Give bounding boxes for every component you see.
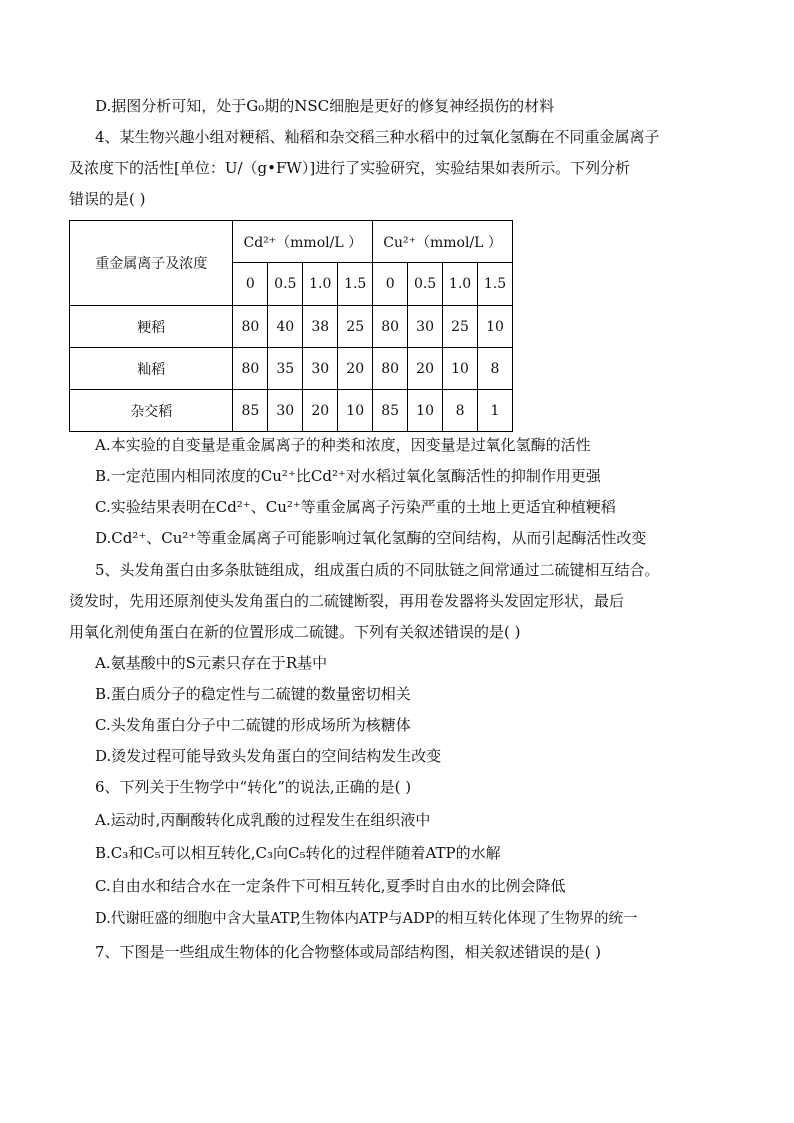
table-row <box>70 306 513 348</box>
q6-option-a: A.运动时,丙酮酸转化成乳酸的过程发生在组织液中 <box>95 811 431 829</box>
table-cell: 10 <box>478 306 513 348</box>
table-cell: 80 <box>233 348 268 390</box>
q4-option-c: C.实验结果表明在Cd²⁺、Cu²⁺等重金属离子污染严重的土地上更适宜种植粳稻 <box>95 498 616 516</box>
table-cell: 8 <box>443 390 478 432</box>
q4-option-d: D.Cd²⁺、Cu²⁺等重金属离子可能影响过氧化氢酶的空间结构，从而引起酶活性改变 <box>95 529 647 547</box>
table-cell: 20 <box>408 348 443 390</box>
q6-stem: 6、下列关于生物学中“转化”的说法,正确的是( ) <box>95 778 412 796</box>
q7-stem: 7、下图是一些组成生物体的化合物整体或局部结构图，相关叙述错误的是( ) <box>95 943 602 961</box>
table-cell: 40 <box>268 306 303 348</box>
table-cell: 10 <box>443 348 478 390</box>
q6-option-c: C.自由水和结合水在一定条件下可相互转化,夏季时自由水的比例会降低 <box>95 877 566 895</box>
q5-stem-line2: 烫发时，先用还原剂使头发角蛋白的二硫键断裂，再用卷发器将头发固定形状，最后 <box>69 592 625 610</box>
q4-option-a: A.本实验的自变量是重金属离子的种类和浓度，因变量是过氧化氢酶的活性 <box>95 436 591 454</box>
row-label: 杂交稻 <box>70 390 233 432</box>
q4-stem-line3: 错误的是( ) <box>69 190 146 208</box>
table-cell: 80 <box>233 306 268 348</box>
q3-option-d: D.据图分析可知，处于G₀期的NSC细胞是更好的修复神经损伤的材料 <box>95 97 555 115</box>
table-cell: 30 <box>303 348 338 390</box>
q5-stem-line3: 用氧化剂使角蛋白在新的位置形成二硫键。下列有关叙述错误的是( ) <box>69 623 521 641</box>
row-label: 粳稻 <box>70 306 233 348</box>
conc-header: 1.0 <box>443 263 478 306</box>
table-row <box>70 348 513 390</box>
table-cell: 20 <box>338 348 373 390</box>
q6-option-d: D.代谢旺盛的细胞中含大量ATP,生物体内ATP与ADP的相互转化体现了生物界的统一 <box>95 911 638 927</box>
q4-stem-line2: 及浓度下的活性[单位：U/（g•FW）]进行了实验研究，实验结果如表所示。下列分析 <box>69 159 631 177</box>
table-cell: 20 <box>303 390 338 432</box>
conc-header: 0 <box>233 263 268 306</box>
table-cell: 25 <box>338 306 373 348</box>
q4-option-b: B.一定范围内相同浓度的Cu²⁺比Cd²⁺对水稻过氧化氢酶活性的抑制作用更强 <box>95 467 601 485</box>
table-cell: 35 <box>268 348 303 390</box>
q6-option-b: B.C₃和C₅可以相互转化,C₃向C₅转化的过程伴随着ATP的水解 <box>95 844 501 862</box>
q4-stem-line1: 4、某生物兴趣小组对粳稻、籼稻和杂交稻三种水稻中的过氧化氢酶在不同重金属离子 <box>95 128 660 146</box>
table-cell: 25 <box>443 306 478 348</box>
table-cell: 80 <box>373 306 408 348</box>
table-cell: 1 <box>478 390 513 432</box>
table-cell: 85 <box>373 390 408 432</box>
table-cell: 30 <box>268 390 303 432</box>
table-cell: 8 <box>478 348 513 390</box>
q5-option-b: B.蛋白质分子的稳定性与二硫键的数量密切相关 <box>95 685 411 703</box>
table-corner-header: 重金属离子及浓度 <box>70 221 233 306</box>
table-cell: 80 <box>373 348 408 390</box>
group-header-cu: Cu²⁺（mmol/L ） <box>373 221 513 263</box>
q5-stem-line1: 5、头发角蛋白由多条肽链组成，组成蛋白质的不同肽链之间常通过二硫键相互结合。 <box>95 561 660 579</box>
group-header-cd: Cd²⁺（mmol/L ） <box>233 221 373 263</box>
conc-header: 0 <box>373 263 408 306</box>
q5-option-c: C.头发角蛋白分子中二硫键的形成场所为核糖体 <box>95 716 411 734</box>
conc-header: 1.5 <box>478 263 513 306</box>
conc-header: 1.0 <box>303 263 338 306</box>
q5-option-a: A.氨基酸中的S元素只存在于R基中 <box>95 654 328 672</box>
q5-option-d: D.烫发过程可能导致头发角蛋白的空间结构发生改变 <box>95 747 442 765</box>
table-cell: 85 <box>233 390 268 432</box>
conc-header: 1.5 <box>338 263 373 306</box>
row-label: 籼稻 <box>70 348 233 390</box>
table-cell: 10 <box>408 390 443 432</box>
table-cell: 38 <box>303 306 338 348</box>
experiment-table <box>69 220 513 432</box>
table-cell: 30 <box>408 306 443 348</box>
table-row <box>70 390 513 432</box>
conc-header: 0.5 <box>268 263 303 306</box>
table-cell: 10 <box>338 390 373 432</box>
conc-header: 0.5 <box>408 263 443 306</box>
